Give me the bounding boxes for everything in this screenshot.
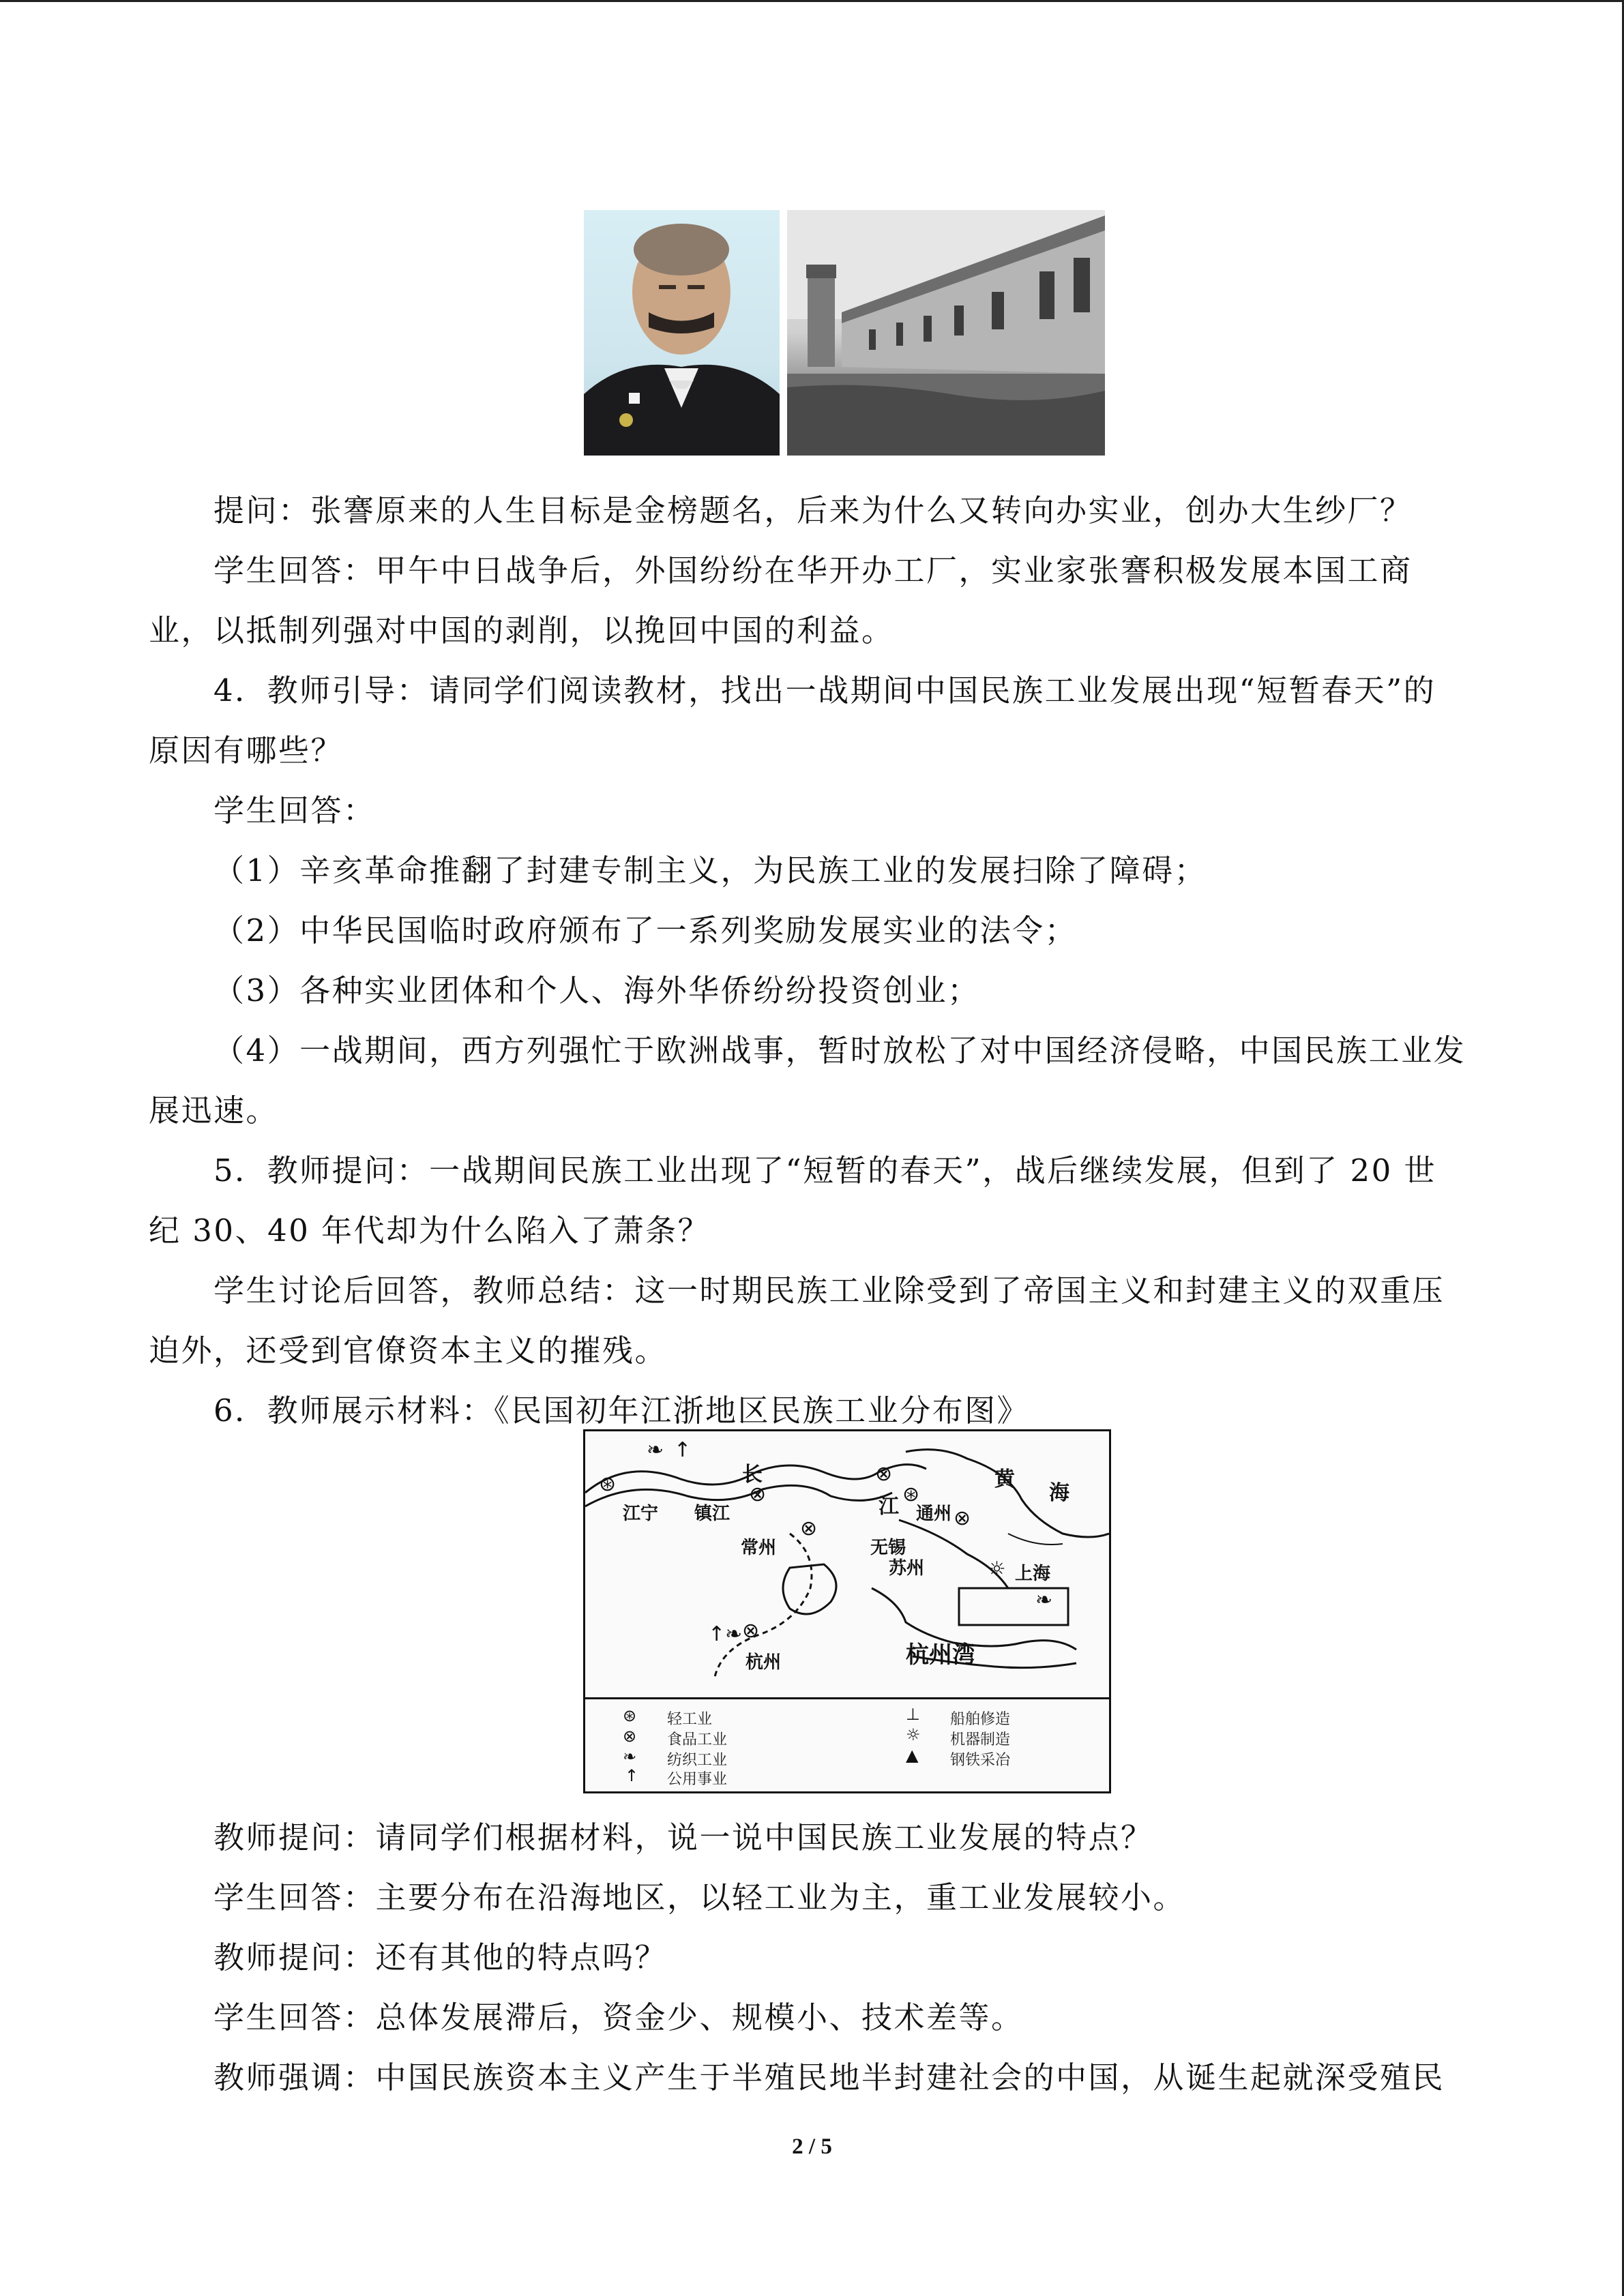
- food-industry-icon: ⊗: [742, 1619, 760, 1643]
- shipbuilding-icon: ⊥: [906, 1705, 920, 1724]
- text-line-2: 学生回答：甲午中日战争后，外国纷纷在华开办工厂，实业家张謇积极发展本国工商: [213, 552, 1413, 588]
- map-label-wuxi: 无锡: [870, 1538, 906, 1558]
- food-industry-icon: ⊗: [954, 1506, 971, 1530]
- text-line-20: 学生回答：总体发展滞后，资金少、规模小、技术差等。: [213, 1999, 1024, 2036]
- food-industry-icon: ⊗: [623, 1727, 637, 1746]
- food-industry-icon: ⊗: [875, 1462, 893, 1486]
- map-label-shanghai: 上海: [1015, 1564, 1051, 1584]
- text-line-10: （4）一战期间，西方列强忙于欧洲战事，暂时放松了对中国经济侵略，中国民族工业发: [213, 1032, 1466, 1069]
- text-line-17: 教师提问：请同学们根据材料，说一说中国民族工业发展的特点？: [213, 1819, 1153, 1855]
- map-label-huang: 黄: [994, 1467, 1015, 1491]
- food-industry-icon: ⊗: [749, 1482, 767, 1506]
- text-line-15: 迫外，还受到官僚资本主义的摧残。: [149, 1332, 668, 1369]
- text-line-12: 5．教师提问：一战期间民族工业出现了“短暂的春天”，战后继续发展，但到了 20 世: [213, 1152, 1437, 1189]
- light-industry-icon: ⊛: [902, 1482, 920, 1506]
- text-line-21: 教师强调：中国民族资本主义产生于半殖民地半封建社会的中国，从诞生起就深受殖民: [213, 2059, 1445, 2096]
- text-line-14: 学生讨论后回答，教师总结：这一时期民族工业除受到了帝国主义和封建主义的双重压: [213, 1272, 1445, 1309]
- food-industry-icon: ⊗: [800, 1517, 818, 1540]
- text-line-3: 业，以抵制列强对中国的剥削，以挽回中国的利益。: [149, 612, 894, 648]
- text-line-13: 纪 30、40 年代却为什么陷入了萧条？: [149, 1212, 711, 1249]
- top-border: [0, 0, 1624, 2]
- light-industry-icon: ⊛: [623, 1706, 637, 1725]
- map-legend: [585, 1697, 1109, 1793]
- map-label-suzhou: 苏州: [889, 1558, 925, 1579]
- legend-steel-mining: 钢铁采冶: [950, 1752, 1011, 1769]
- legend-public-utility: 公用事业: [667, 1771, 728, 1788]
- legend-light-industry: 轻工业: [667, 1711, 713, 1728]
- map-label-hangzhou-bay: 杭州湾: [906, 1641, 975, 1669]
- textile-icon: ❧: [623, 1747, 637, 1766]
- page-number: 2 / 5: [792, 2134, 832, 2159]
- map-label-jiang: 江: [879, 1495, 899, 1519]
- text-line-11: 展迅速。: [149, 1092, 279, 1129]
- map-label-hangzhou: 杭州: [745, 1652, 782, 1673]
- textile-icon: ❧: [647, 1438, 664, 1462]
- textile-icon: ❧: [725, 1622, 743, 1646]
- map-label-chang: 长: [742, 1463, 763, 1487]
- textile-icon: ❧: [1035, 1588, 1053, 1612]
- zhang-jian-portrait: [584, 210, 780, 456]
- map-label-changzhou: 常州: [741, 1538, 777, 1558]
- text-line-6: 学生回答：: [213, 792, 376, 829]
- utility-icon: ↑: [625, 1766, 639, 1785]
- machinery-icon: ☼: [988, 1557, 1006, 1581]
- text-line-5: 原因有哪些？: [149, 732, 344, 769]
- industry-distribution-map: [583, 1429, 1111, 1793]
- machinery-icon: ☼: [906, 1725, 921, 1744]
- text-line-8: （2）中华民国临时政府颁布了一系列奖励发展实业的法令；: [213, 912, 1078, 949]
- map-label-jiangning: 江宁: [623, 1504, 659, 1524]
- text-line-18: 学生回答：主要分布在沿海地区，以轻工业为主，重工业发展较小。: [213, 1879, 1186, 1915]
- text-line-19: 教师提问：还有其他的特点吗？: [213, 1939, 668, 1976]
- text-line-16: 6．教师展示材料：《民国初年江浙地区民族工业分布图》: [213, 1392, 1030, 1429]
- map-label-tongzhou: 通州: [916, 1504, 952, 1524]
- text-line-4: 4．教师引导：请同学们阅读教材，找出一战期间中国民族工业发展出现“短暂春天”的: [213, 672, 1436, 709]
- text-line-9: （3）各种实业团体和个人、海外华侨纷纷投资创业；: [213, 972, 980, 1009]
- text-line-7: （1）辛亥革命推翻了封建专制主义，为民族工业的发展扫除了障碍；: [213, 852, 1207, 889]
- map-label-hai: 海: [1049, 1481, 1069, 1505]
- utility-icon: ↑: [674, 1438, 692, 1462]
- legend-textile-industry: 纺织工业: [667, 1752, 728, 1769]
- utility-icon: ↑: [708, 1622, 726, 1646]
- legend-machinery: 机器制造: [950, 1731, 1011, 1748]
- light-industry-icon: ⊛: [599, 1472, 617, 1496]
- steel-mining-icon: ▲: [906, 1746, 919, 1765]
- legend-shipbuilding: 船舶修造: [950, 1711, 1011, 1728]
- dasheng-mill-photo: [787, 210, 1105, 456]
- text-line-1: 提问：张謇原来的人生目标是金榜题名，后来为什么又转向办实业，创办大生纱厂？: [213, 492, 1413, 528]
- map-label-zhenjiang: 镇江: [694, 1504, 730, 1524]
- legend-food-industry: 食品工业: [667, 1731, 728, 1748]
